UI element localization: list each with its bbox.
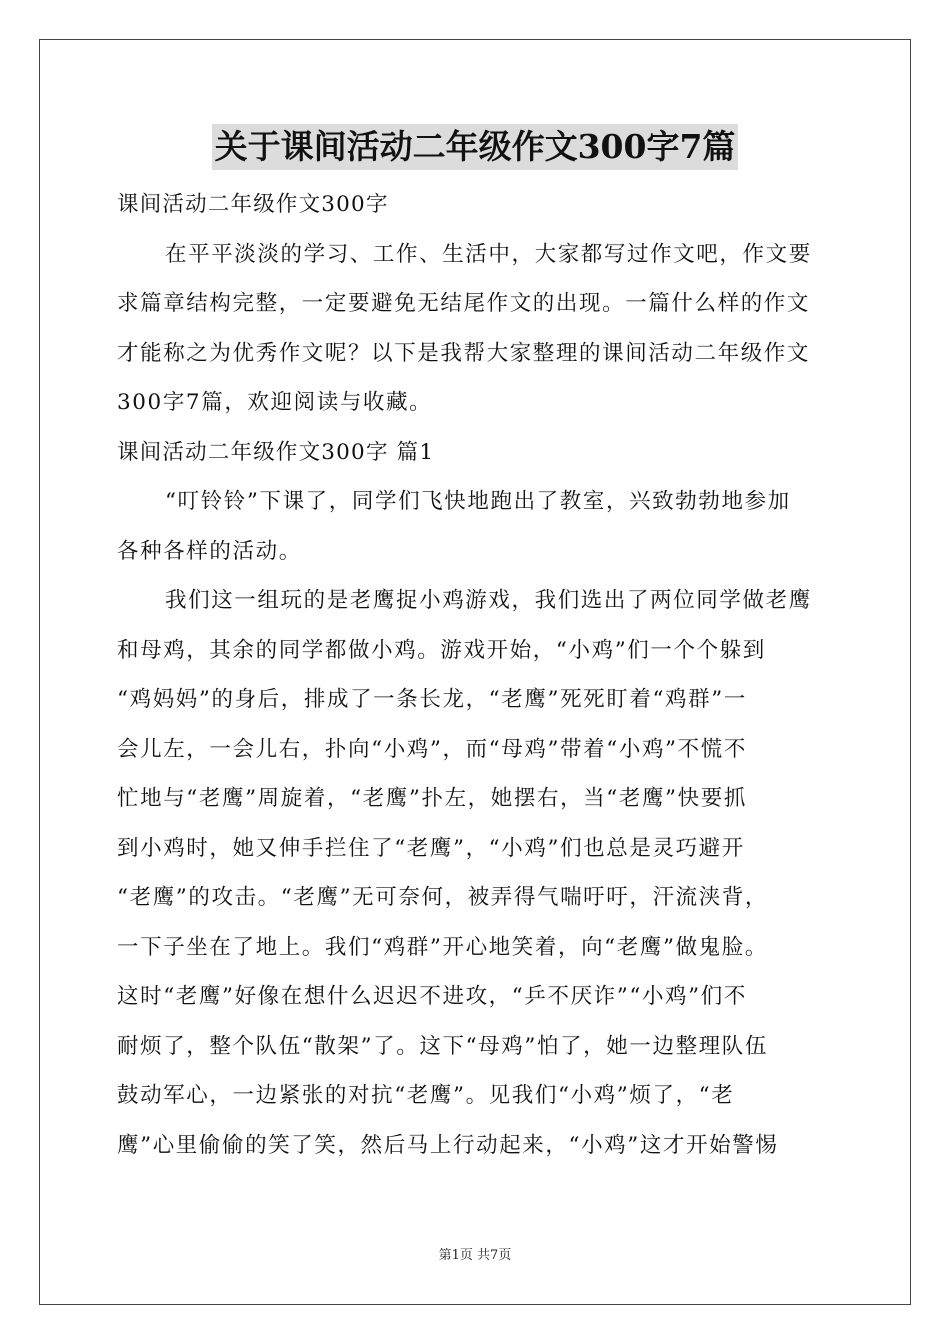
paragraph-line: 到小鸡时，她又伸手拦住了“老鹰”，“小鸡”们也总是灵巧避开 bbox=[117, 835, 745, 861]
document-title: 关于课间活动二年级作文300字7篇 bbox=[212, 124, 739, 170]
page-footer: 第1页 共7页 bbox=[438, 1248, 512, 1263]
section-heading: 课间活动二年级作文300字 篇1 bbox=[117, 439, 435, 465]
paragraph-2 bbox=[117, 576, 833, 1170]
document-body bbox=[117, 180, 833, 1170]
title-container bbox=[0, 124, 950, 170]
paragraph-line: 和母鸡，其余的同学都做小鸡。游戏开始，“小鸡”们一个个躲到 bbox=[117, 637, 766, 663]
paragraph-line: 一下子坐在了地上。我们“鸡群”开心地笑着，向“老鹰”做鬼脸。 bbox=[117, 934, 768, 960]
intro-paragraph bbox=[117, 230, 833, 428]
paragraph-1 bbox=[117, 477, 833, 576]
intro-line: 300字7篇，欢迎阅读与收藏。 bbox=[117, 390, 433, 415]
paragraph-line: 鼓动军心，一边紧张的对抗“老鹰”。见我们“小鸡”烦了，“老 bbox=[117, 1083, 735, 1108]
paragraph-line: 会儿左，一会儿右，扑向“小鸡”，而“母鸡”带着“小鸡”不慌不 bbox=[117, 736, 747, 762]
paragraph-line: 各种各样的活动。 bbox=[117, 538, 302, 564]
paragraph-line: 我们这一组玩的是老鹰捉小鸡游戏，我们选出了两位同学做老鹰 bbox=[165, 588, 812, 613]
paragraph-line: “老鹰”的攻击。“老鹰”无可奈何，被弄得气喘吁吁，汗流浃背， bbox=[117, 885, 768, 910]
intro-line: 求篇章结构完整，一定要避免无结尾作文的出现。一篇什么样的作文 bbox=[117, 291, 811, 316]
document-subtitle: 课间活动二年级作文300字 bbox=[117, 192, 389, 217]
paragraph-line: “鸡妈妈”的身后，排成了一条长龙，“老鹰”死死盯着“鸡群”一 bbox=[117, 687, 747, 712]
intro-line: 才能称之为优秀作文呢？以下是我帮大家整理的课间活动二年级作文 bbox=[117, 340, 811, 366]
paragraph-line: 这时“老鹰”好像在想什么迟迟不进攻，“乒不厌诈”“小鸡”们不 bbox=[117, 984, 747, 1009]
paragraph-line: “叮铃铃”下课了，同学们飞快地跑出了教室，兴致勃勃地参加 bbox=[165, 489, 791, 514]
paragraph-line: 耐烦了，整个队伍“散架”了。这下“母鸡”怕了，她一边整理队伍 bbox=[117, 1033, 768, 1059]
paragraph-line: 鹰”心里偷偷的笑了笑，然后马上行动起来，“小鸡”这才开始警惕 bbox=[117, 1132, 779, 1158]
paragraph-line: 忙地与“老鹰”周旋着，“老鹰”扑左，她摆右，当“老鹰”快要抓 bbox=[117, 786, 747, 811]
intro-line: 在平平淡淡的学习、工作、生活中，大家都写过作文吧，作文要 bbox=[165, 241, 812, 267]
